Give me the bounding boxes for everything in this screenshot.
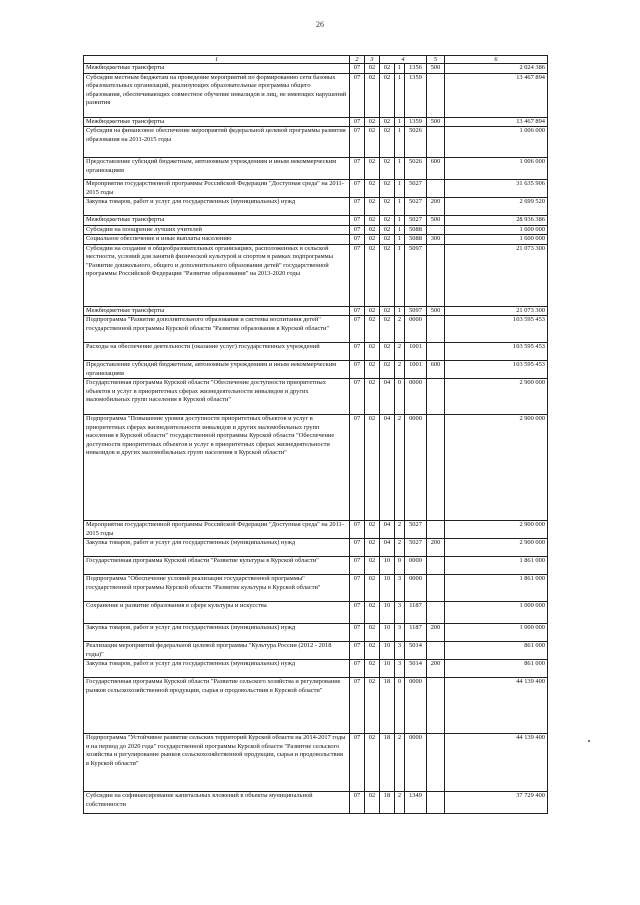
row-code-vr	[427, 557, 445, 575]
table-row	[84, 557, 548, 575]
row-code-c4: 10	[380, 660, 395, 678]
row-code-c2: 07	[350, 734, 365, 792]
table-row	[84, 602, 548, 624]
table-row	[84, 379, 548, 415]
scan-speck	[588, 740, 590, 742]
row-code-code: 5097	[405, 244, 427, 306]
row-code-vr	[427, 575, 445, 602]
row-code-code: 5088	[405, 235, 427, 245]
row-description: Государственная программа Курской области "Развитие сельского хозяйства и регулирование рынков сельскохозяйственной продукции, сырья и продовольствия в Курской области"	[84, 678, 350, 734]
row-code-c5: 2	[395, 361, 405, 379]
row-description: Предоставление субсидий бюджетным, автономным учреждениям и иным некоммерческим организациям	[84, 361, 350, 379]
row-amount: 861 000	[445, 660, 548, 678]
row-amount: 2 900 000	[445, 521, 548, 539]
row-code-c5: 1	[395, 244, 405, 306]
row-amount: 21 073 300	[445, 244, 548, 306]
row-code-c4: 18	[380, 792, 395, 814]
row-description: Субсидии на софинансирование капитальных вложений в объекты муниципальной собственности	[84, 792, 350, 814]
table-row	[84, 73, 548, 117]
row-code-c4: 02	[380, 316, 395, 343]
table-row	[84, 158, 548, 180]
row-code-c3: 02	[365, 216, 380, 226]
row-code-c5: 2	[395, 316, 405, 343]
table-row	[84, 235, 548, 245]
row-description: Подпрограмма "Обеспечение условий реализации государственной программы" государственной программы Курской области "Развитие культуры в Курской области"	[84, 575, 350, 602]
row-code-c4: 18	[380, 734, 395, 792]
row-code-code: 5026	[405, 158, 427, 180]
row-code-vr	[427, 642, 445, 660]
row-code-c3: 02	[365, 73, 380, 117]
table-row	[84, 180, 548, 198]
row-code-c5: 3	[395, 602, 405, 624]
row-code-c3: 02	[365, 379, 380, 415]
table-header-row	[84, 56, 548, 64]
row-amount: 1 600 000	[445, 225, 548, 235]
row-description: Субсидии на создание в общеобразовательных организациях, расположенных в сельской местности, условий для занятий физической культурой и спортом в рамках подпрограммы "Развитие дошкольного, общего и дополнительного образования детей" государственной программы Российской Федерации "Развитие образования" на 2013-2020 годы	[84, 244, 350, 306]
row-code-c2: 07	[350, 127, 365, 158]
row-amount: 1 006 000	[445, 158, 548, 180]
row-code-vr	[427, 521, 445, 539]
row-code-code: 5097	[405, 306, 427, 316]
row-code-c4: 04	[380, 539, 395, 557]
row-code-c3: 02	[365, 117, 380, 127]
row-code-c3: 02	[365, 415, 380, 521]
row-code-vr	[427, 792, 445, 814]
row-description: Субсидии на поощрение лучших учителей	[84, 225, 350, 235]
table-row	[84, 660, 548, 678]
budget-table	[83, 55, 548, 814]
row-code-c4: 04	[380, 521, 395, 539]
table-row	[84, 64, 548, 74]
row-amount: 2 024 386	[445, 64, 548, 74]
row-code-vr: 200	[427, 198, 445, 216]
row-code-c3: 02	[365, 642, 380, 660]
row-code-c5: 2	[395, 734, 405, 792]
row-code-vr	[427, 244, 445, 306]
row-code-c2: 07	[350, 216, 365, 226]
table-row	[84, 127, 548, 158]
row-code-c5: 1	[395, 198, 405, 216]
column-header: 3	[365, 56, 380, 64]
row-code-c2: 07	[350, 64, 365, 74]
row-description: Расходы на обеспечение деятельности (оказание услуг) государственных учреждений	[84, 343, 350, 361]
row-amount: 2 900 000	[445, 415, 548, 521]
row-code-c4: 02	[380, 127, 395, 158]
row-code-c5: 1	[395, 306, 405, 316]
row-code-c5: 3	[395, 660, 405, 678]
row-description: Государственная программа Курской области "Обеспечение доступности приоритетных объектов и услуг в приоритетных сферах жизнедеятельности инвалидов и других маломобильных групп населения в Курской области"	[84, 379, 350, 415]
row-code-c3: 02	[365, 306, 380, 316]
row-code-code: 0000	[405, 379, 427, 415]
row-amount: 103 595 453	[445, 316, 548, 343]
column-header: 5	[427, 56, 445, 64]
row-code-code: 1187	[405, 624, 427, 642]
row-code-vr: 200	[427, 539, 445, 557]
row-code-vr: 300	[427, 235, 445, 245]
row-description: Закупка товаров, работ и услуг для государственных (муниципальных) нужд	[84, 539, 350, 557]
row-amount: 2 699 520	[445, 198, 548, 216]
table-row	[84, 225, 548, 235]
row-code-c4: 02	[380, 216, 395, 226]
row-code-c3: 02	[365, 225, 380, 235]
row-amount: 37 729 400	[445, 792, 548, 814]
table-row	[84, 678, 548, 734]
row-code-c3: 02	[365, 602, 380, 624]
row-description: Сохранение и развитие образования в сфере культуры и искусства	[84, 602, 350, 624]
table-row	[84, 117, 548, 127]
row-code-code: 1359	[405, 73, 427, 117]
row-code-c3: 02	[365, 660, 380, 678]
row-code-code: 5027	[405, 539, 427, 557]
table-row	[84, 306, 548, 316]
row-code-vr	[427, 127, 445, 158]
row-code-code: 1356	[405, 64, 427, 74]
table-row	[84, 316, 548, 343]
table-row	[84, 415, 548, 521]
row-code-code: 0000	[405, 575, 427, 602]
row-code-c2: 07	[350, 244, 365, 306]
table-row	[84, 521, 548, 539]
row-code-code: 1349	[405, 792, 427, 814]
row-code-code: 5026	[405, 127, 427, 158]
row-code-c4: 02	[380, 64, 395, 74]
row-description: Подпрограмма "Повышение уровня доступности приоритетных объектов и услуг в приоритетных сферах жизнедеятельности инвалидов и других маломобильных групп населения в Курской области" государственной программы Курской области "Обеспечение доступности приоритетных объектов и услуг в приоритетных сферах жизнедеятельности инвалидов и других маломобильных групп населения в Курской области"	[84, 415, 350, 521]
row-code-c4: 04	[380, 415, 395, 521]
row-amount: 2 900 000	[445, 539, 548, 557]
row-code-c3: 02	[365, 244, 380, 306]
row-code-c2: 07	[350, 539, 365, 557]
row-description: Государственная программа Курской области "Развитие культуры в Курской области"	[84, 557, 350, 575]
row-code-c3: 02	[365, 734, 380, 792]
row-code-code: 5014	[405, 660, 427, 678]
row-code-c5: 2	[395, 792, 405, 814]
row-code-c4: 10	[380, 642, 395, 660]
row-code-c3: 02	[365, 343, 380, 361]
row-code-c3: 02	[365, 678, 380, 734]
row-code-code: 1001	[405, 361, 427, 379]
row-code-vr: 500	[427, 117, 445, 127]
row-code-vr	[427, 73, 445, 117]
row-code-code: 0000	[405, 316, 427, 343]
row-code-c4: 02	[380, 306, 395, 316]
row-code-c4: 02	[380, 180, 395, 198]
row-code-c3: 02	[365, 180, 380, 198]
row-code-c4: 04	[380, 379, 395, 415]
row-description: Межбюджетные трансферты	[84, 117, 350, 127]
row-code-c5: 2	[395, 343, 405, 361]
row-code-c2: 07	[350, 306, 365, 316]
row-amount: 1 000 000	[445, 602, 548, 624]
row-description: Мероприятия государственной программы Российской Федерации "Доступная среда" на 2011-2015 годы	[84, 521, 350, 539]
row-code-c5: 3	[395, 642, 405, 660]
row-code-code: 1359	[405, 117, 427, 127]
row-amount: 1 006 000	[445, 127, 548, 158]
table-row	[84, 642, 548, 660]
table-row	[84, 216, 548, 226]
row-code-c4: 10	[380, 602, 395, 624]
row-code-code: 5027	[405, 216, 427, 226]
row-code-c2: 07	[350, 642, 365, 660]
row-description: Межбюджетные трансферты	[84, 216, 350, 226]
row-code-c4: 10	[380, 557, 395, 575]
row-code-c4: 02	[380, 225, 395, 235]
row-code-vr: 200	[427, 624, 445, 642]
row-code-c5: 3	[395, 575, 405, 602]
row-code-c4: 10	[380, 624, 395, 642]
row-description: Межбюджетные трансферты	[84, 64, 350, 74]
row-code-vr: 200	[427, 660, 445, 678]
row-code-vr	[427, 180, 445, 198]
table-row	[84, 539, 548, 557]
row-code-c3: 02	[365, 64, 380, 74]
row-code-c3: 02	[365, 361, 380, 379]
row-code-code: 0000	[405, 734, 427, 792]
row-code-c5: 0	[395, 379, 405, 415]
row-amount: 1 861 000	[445, 557, 548, 575]
row-code-vr	[427, 602, 445, 624]
row-code-c3: 02	[365, 316, 380, 343]
row-code-vr: 500	[427, 64, 445, 74]
row-amount: 103 595 453	[445, 343, 548, 361]
row-amount: 21 073 300	[445, 306, 548, 316]
row-code-c5: 1	[395, 127, 405, 158]
row-code-c5: 0	[395, 678, 405, 734]
row-code-c2: 07	[350, 575, 365, 602]
row-code-c5: 1	[395, 235, 405, 245]
row-code-c2: 07	[350, 624, 365, 642]
row-code-c4: 02	[380, 198, 395, 216]
column-header: 4	[380, 56, 427, 64]
row-code-vr	[427, 343, 445, 361]
row-amount: 103 595 453	[445, 361, 548, 379]
row-description: Закупка товаров, работ и услуг для государственных (муниципальных) нужд	[84, 660, 350, 678]
row-code-c2: 07	[350, 225, 365, 235]
row-code-code: 5088	[405, 225, 427, 235]
row-description: Субсидии местным бюджетам на проведение мероприятий по формированию сети базовых образовательных организаций, реализующих образовательные программы общего образования, обеспечивающих совместное обучение инвалидов и лиц, не имеющих нарушений развития	[84, 73, 350, 117]
row-code-code: 5014	[405, 642, 427, 660]
row-code-c5: 3	[395, 624, 405, 642]
row-code-c2: 07	[350, 117, 365, 127]
row-code-vr: 500	[427, 216, 445, 226]
table-row	[84, 244, 548, 306]
row-code-c2: 07	[350, 158, 365, 180]
row-code-c3: 02	[365, 235, 380, 245]
row-code-c2: 07	[350, 235, 365, 245]
row-code-c2: 07	[350, 660, 365, 678]
table-row	[84, 361, 548, 379]
row-amount: 1 600 000	[445, 235, 548, 245]
row-code-c2: 07	[350, 73, 365, 117]
row-code-vr	[427, 678, 445, 734]
row-code-vr	[427, 316, 445, 343]
row-code-code: 5027	[405, 198, 427, 216]
row-code-c2: 07	[350, 602, 365, 624]
row-code-c2: 07	[350, 180, 365, 198]
row-code-c2: 07	[350, 343, 365, 361]
row-code-c2: 07	[350, 361, 365, 379]
row-description: Подпрограмма "Устойчивое развитие сельских территорий Курской области на 2014-2017 годы и на период до 2020 года" государственной программы Курской области "Развитие сельского хозяйства и регулирование рынков сельскохозяйственной продукции, сырья и продовольствия в Курской области"	[84, 734, 350, 792]
row-amount: 1 000 000	[445, 624, 548, 642]
row-code-code: 1187	[405, 602, 427, 624]
row-code-c4: 02	[380, 235, 395, 245]
row-amount: 44 139 400	[445, 734, 548, 792]
table-row	[84, 734, 548, 792]
column-header: 2	[350, 56, 365, 64]
row-code-c4: 02	[380, 117, 395, 127]
table-row	[84, 343, 548, 361]
row-code-code: 0000	[405, 415, 427, 521]
row-description: Мероприятия государственной программы Российской Федерации "Доступная среда" на 2011-2015 годы	[84, 180, 350, 198]
row-code-code: 0000	[405, 557, 427, 575]
row-code-c5: 1	[395, 117, 405, 127]
row-code-vr	[427, 415, 445, 521]
table-row	[84, 198, 548, 216]
row-description: Подпрограмма "Развитие дополнительного образования и системы воспитания детей" государственной программы Курской области "Развитие образования в Курской области"	[84, 316, 350, 343]
row-amount: 2 900 000	[445, 379, 548, 415]
page-number: 26	[316, 20, 324, 29]
row-code-c4: 02	[380, 158, 395, 180]
row-code-vr: 500	[427, 306, 445, 316]
row-code-c4: 18	[380, 678, 395, 734]
table-row	[84, 624, 548, 642]
row-code-c5: 1	[395, 64, 405, 74]
row-code-c5: 1	[395, 158, 405, 180]
column-header: 6	[445, 56, 548, 64]
row-code-c4: 02	[380, 73, 395, 117]
row-description: Межбюджетные трансферты	[84, 306, 350, 316]
row-code-c3: 02	[365, 158, 380, 180]
row-code-code: 1001	[405, 343, 427, 361]
row-code-c3: 02	[365, 624, 380, 642]
row-amount: 31 635 906	[445, 180, 548, 198]
row-code-c4: 02	[380, 244, 395, 306]
row-description: Реализация мероприятий федеральной целевой программы "Культура России (2012 - 2018 годы)"	[84, 642, 350, 660]
row-description: Социальное обеспечение и иные выплаты населению	[84, 235, 350, 245]
table-row	[84, 575, 548, 602]
row-code-c5: 1	[395, 180, 405, 198]
row-description: Закупка товаров, работ и услуг для государственных (муниципальных) нужд	[84, 198, 350, 216]
row-amount: 861 000	[445, 642, 548, 660]
row-amount: 13 467 894	[445, 117, 548, 127]
row-description: Закупка товаров, работ и услуг для государственных (муниципальных) нужд	[84, 624, 350, 642]
row-code-vr: 600	[427, 158, 445, 180]
row-description: Предоставление субсидий бюджетным, автономным учреждениям и иным некоммерческим организациям	[84, 158, 350, 180]
row-code-c2: 07	[350, 316, 365, 343]
row-amount: 44 139 400	[445, 678, 548, 734]
row-code-c5: 1	[395, 216, 405, 226]
row-code-c3: 02	[365, 575, 380, 602]
row-code-c4: 02	[380, 343, 395, 361]
table-row	[84, 792, 548, 814]
row-code-vr	[427, 379, 445, 415]
row-code-c3: 02	[365, 557, 380, 575]
row-code-c4: 02	[380, 361, 395, 379]
row-code-c2: 07	[350, 678, 365, 734]
row-code-c3: 02	[365, 127, 380, 158]
row-code-c2: 07	[350, 521, 365, 539]
row-amount: 28 936 386	[445, 216, 548, 226]
row-code-c3: 02	[365, 198, 380, 216]
row-code-c3: 02	[365, 521, 380, 539]
row-code-vr	[427, 225, 445, 235]
row-description: Субсидия на финансовое обеспечение мероприятий федеральной целевой программы развития образования на 2011-2015 годы	[84, 127, 350, 158]
row-amount: 13 467 894	[445, 73, 548, 117]
row-code-code: 0000	[405, 678, 427, 734]
row-code-c2: 07	[350, 415, 365, 521]
row-code-c5: 2	[395, 415, 405, 521]
row-code-c5: 1	[395, 225, 405, 235]
row-code-c3: 02	[365, 792, 380, 814]
row-code-vr	[427, 734, 445, 792]
column-header: 1	[84, 56, 350, 64]
row-amount: 1 861 000	[445, 575, 548, 602]
row-code-c2: 07	[350, 379, 365, 415]
row-code-c2: 07	[350, 792, 365, 814]
row-code-c2: 07	[350, 198, 365, 216]
row-code-code: 5027	[405, 180, 427, 198]
row-code-c5: 0	[395, 557, 405, 575]
row-code-c5: 1	[395, 73, 405, 117]
row-code-c5: 2	[395, 539, 405, 557]
row-code-c5: 2	[395, 521, 405, 539]
row-code-c2: 07	[350, 557, 365, 575]
row-code-vr: 600	[427, 361, 445, 379]
row-code-code: 5027	[405, 521, 427, 539]
row-code-c3: 02	[365, 539, 380, 557]
row-code-c4: 10	[380, 575, 395, 602]
